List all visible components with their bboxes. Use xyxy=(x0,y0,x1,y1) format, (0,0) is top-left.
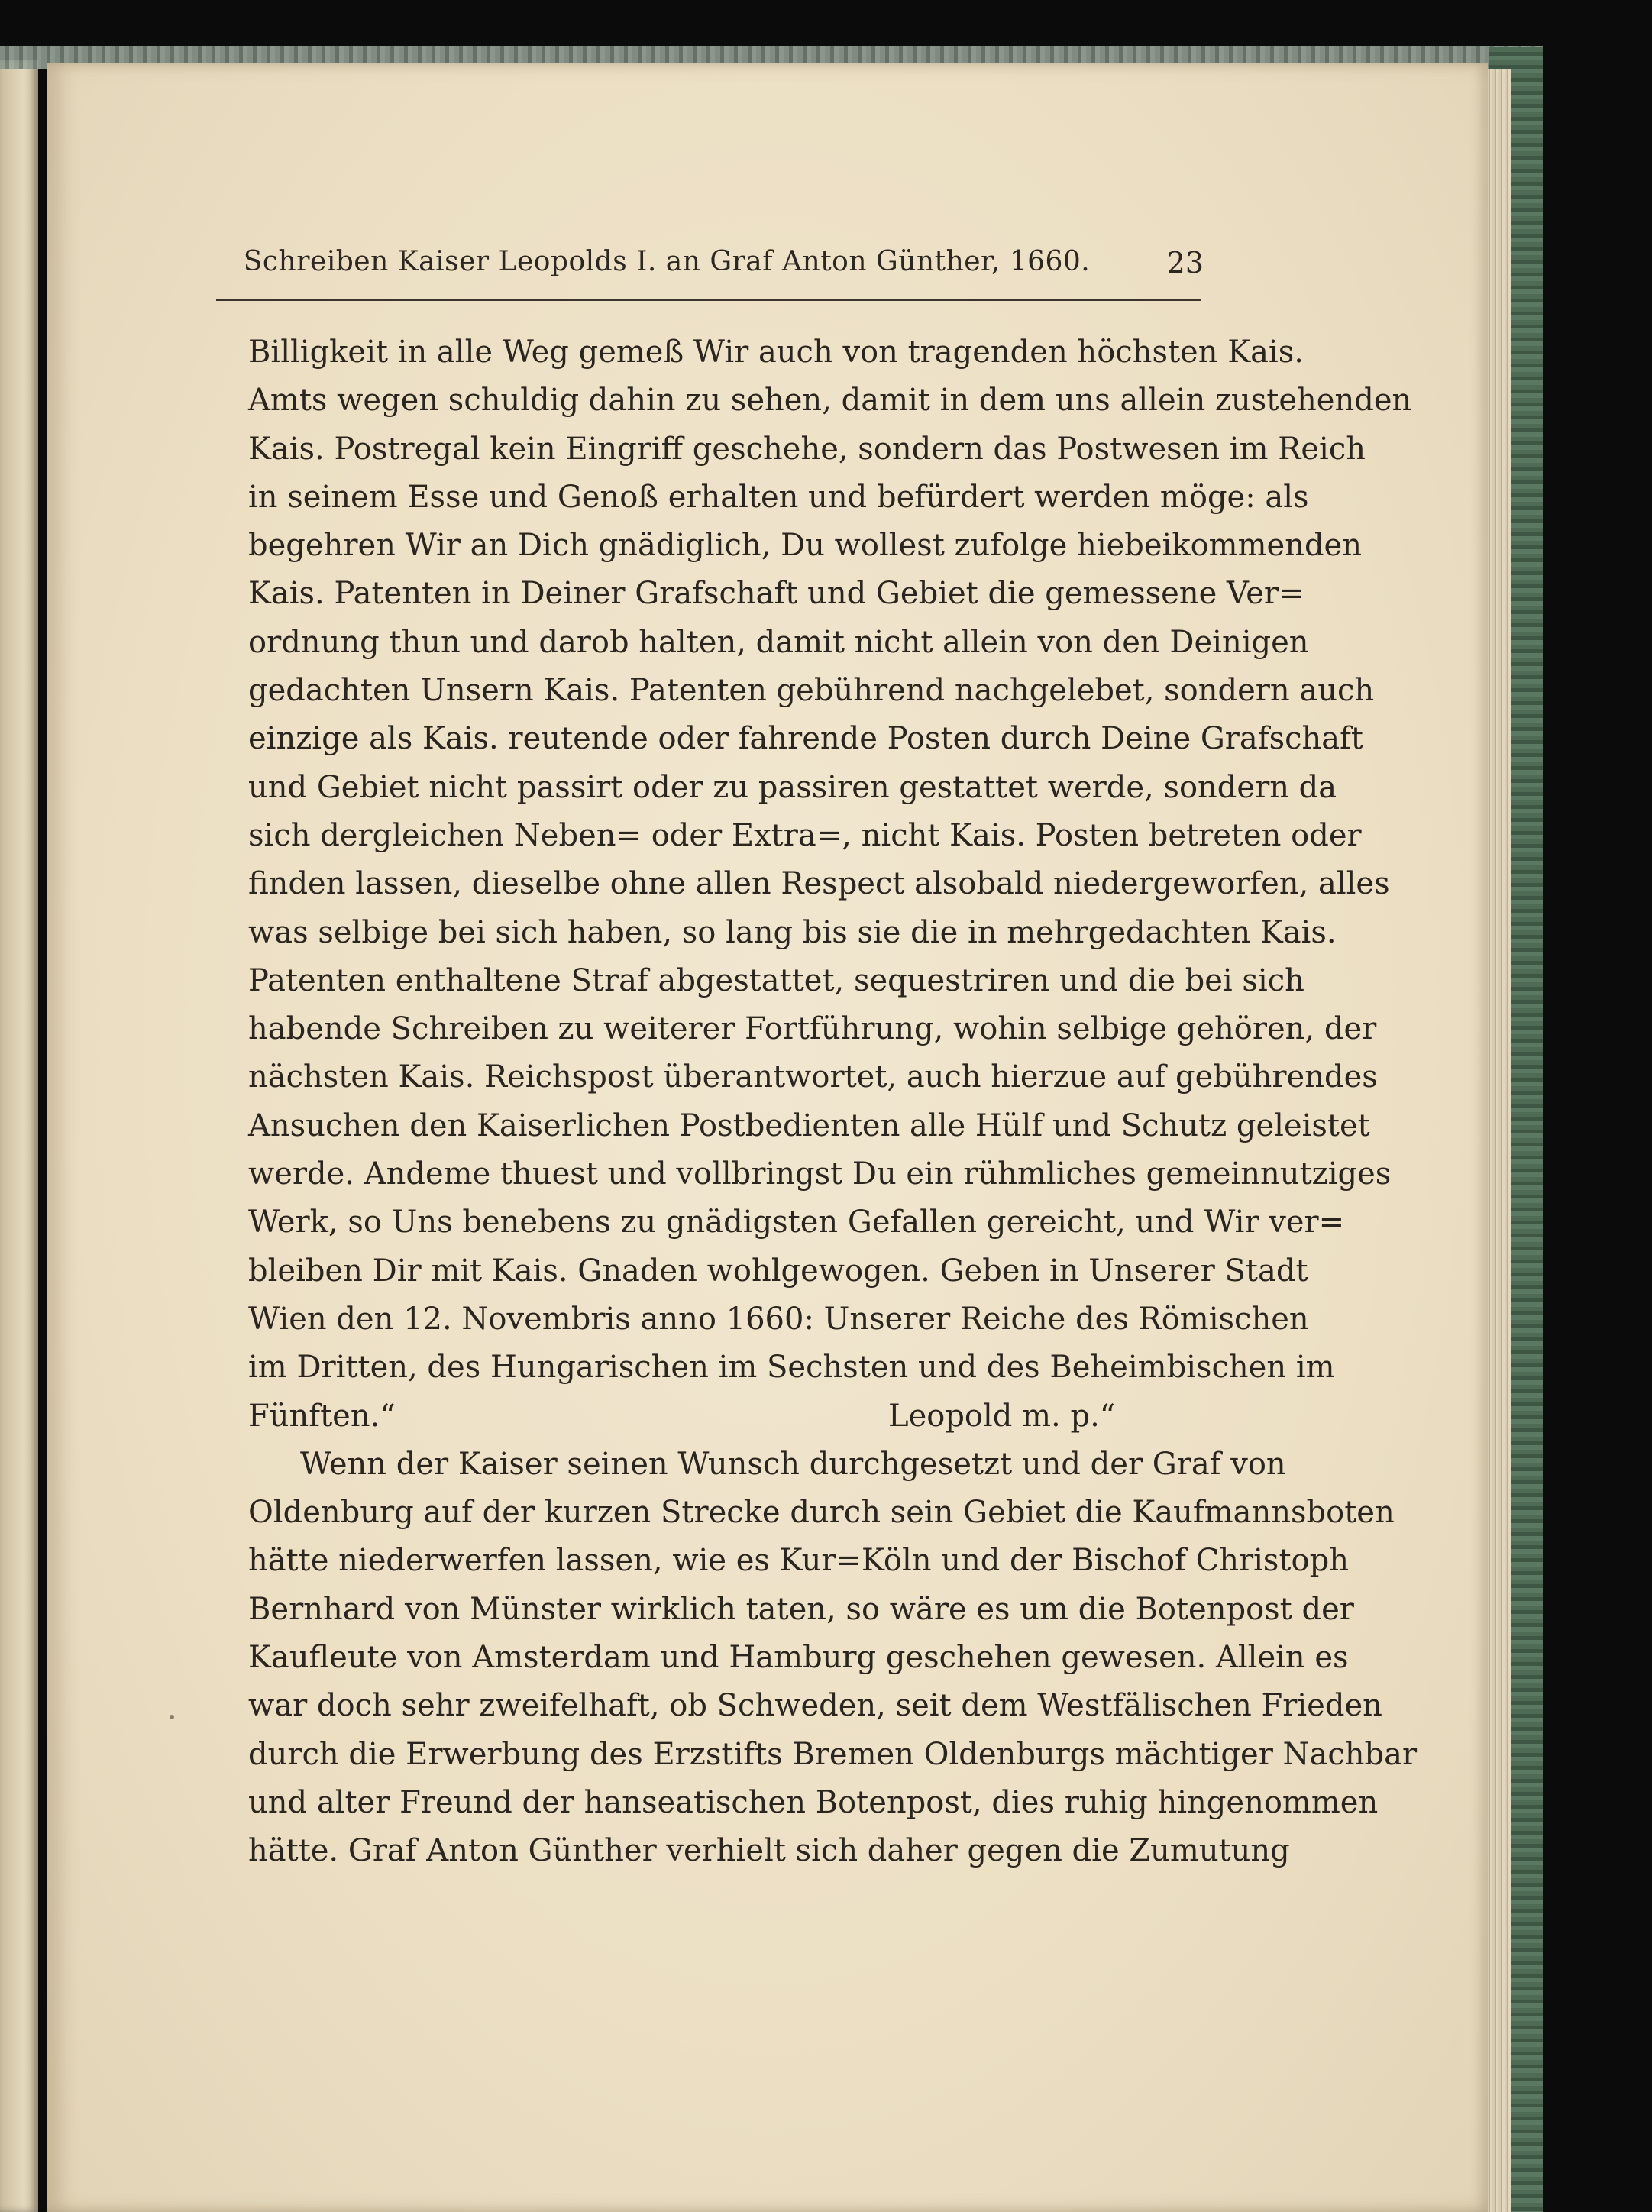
paragraph-line: Wenn der Kaiser seinen Wunsch durchgesetzt und der Graf von xyxy=(300,1446,1286,1482)
paragraph-line: hätte. Graf Anton Günther verhielt sich daher gegen die Zumutung xyxy=(248,1833,1290,1869)
paragraph-line: Bernhard von Münster wirklich taten, so wäre es um die Botenpost der xyxy=(248,1591,1354,1627)
text-line: im Dritten, des Hungarischen im Sechsten und des Beheimbischen im xyxy=(248,1350,1335,1386)
text-line: bleiben Dir mit Kais. Gnaden wohlgewogen. Geben in Unserer Stadt xyxy=(248,1253,1308,1289)
body-text xyxy=(248,328,1418,1876)
text-line: Amts wegen schuldig dahin zu sehen, damit in dem uns allein zustehenden xyxy=(248,383,1412,419)
text-line: Werk, so Uns benebens zu gnädigsten Gefallen gereicht, und Wir ver= xyxy=(248,1205,1345,1240)
paragraph-line: und alter Freund der hanseatischen Botenpost, dies ruhig hingenommen xyxy=(248,1784,1379,1820)
text-line: Wien den 12. Novembris anno 1660: Unserer Reiche des Römischen xyxy=(248,1301,1309,1337)
paragraph-line: Oldenburg auf der kurzen Strecke durch sein Gebiet die Kaufmannsboten xyxy=(248,1495,1395,1531)
text-line: und Gebiet nicht passirt oder zu passiren gestattet werde, sondern da xyxy=(248,769,1337,805)
text-line: begehren Wir an Dich gnädiglich, Du wollest zufolge hiebeikommenden xyxy=(248,528,1362,564)
closing-text: Fünften.“ xyxy=(248,1398,396,1434)
text-line: ordnung thun und darob halten, damit nicht allein von den Deinigen xyxy=(248,624,1309,660)
page-number: 23 xyxy=(1166,246,1204,280)
closing-line xyxy=(248,1392,1203,1441)
paragraph-line: Kaufleute von Amsterdam und Hamburg geschehen gewesen. Allein es xyxy=(248,1640,1349,1676)
running-title: Schreiben Kaiser Leopolds I. an Graf Anton Günther, 1660. xyxy=(243,246,1091,277)
text-line: habende Schreiben zu weiterer Fortführung, wohin selbige gehören, der xyxy=(248,1011,1377,1047)
text-line: werde. Andeme thuest und vollbringst Du ein rühmliches gemeinnutziges xyxy=(248,1156,1392,1192)
text-line: Patenten enthaltene Straf abgestattet, sequestriren und die bei sich xyxy=(248,962,1304,998)
text-line: was selbige bei sich haben, so lang bis sie die in mehrgedachten Kais. xyxy=(248,914,1337,950)
paragraph-line: war doch sehr zweifelhaft, ob Schweden, seit dem Westfälischen Frieden xyxy=(248,1688,1382,1724)
paper-speck xyxy=(170,1715,174,1719)
text-line: sich dergleichen Neben= oder Extra=, nicht Kais. Posten betreten oder xyxy=(248,817,1362,853)
text-line: Ansuchen den Kaiserlichen Postbedienten alle Hülf und Schutz geleistet xyxy=(248,1108,1370,1143)
facing-page-edge xyxy=(0,60,38,2212)
text-line: Kais. Postregal kein Eingriff geschehe, sondern das Postwesen im Reich xyxy=(248,431,1366,467)
page-header xyxy=(221,246,1204,292)
text-line: finden lassen, dieselbe ohne allen Respect alsobald niedergeworfen, alles xyxy=(248,866,1390,902)
text-line: gedachten Unsern Kais. Patenten gebührend nachgelebet, sondern auch xyxy=(248,673,1375,709)
text-line: einzige als Kais. reutende oder fahrende Posten durch Deine Grafschaft xyxy=(248,721,1363,757)
paragraph-line: durch die Erwerbung des Erzstifts Bremen Oldenburgs mächtiger Nachbar xyxy=(248,1736,1418,1772)
signature: Leopold m. p.“ xyxy=(888,1398,1116,1434)
paragraph-line: hätte niederwerfen lassen, wie es Kur=Köln und der Bischof Christoph xyxy=(248,1543,1349,1579)
header-rule xyxy=(216,299,1201,301)
text-line: Billigkeit in alle Weg gemeß Wir auch von tragenden höchsten Kais. xyxy=(248,335,1304,370)
text-line: in seinem Esse und Genoß erhalten und befürdert werden möge: als xyxy=(248,479,1309,515)
text-line: Kais. Patenten in Deiner Grafschaft und Gebiet die gemessene Ver= xyxy=(248,576,1304,612)
text-line: nächsten Kais. Reichspost überantwortet, auch hierzue auf gebührendes xyxy=(248,1059,1378,1095)
